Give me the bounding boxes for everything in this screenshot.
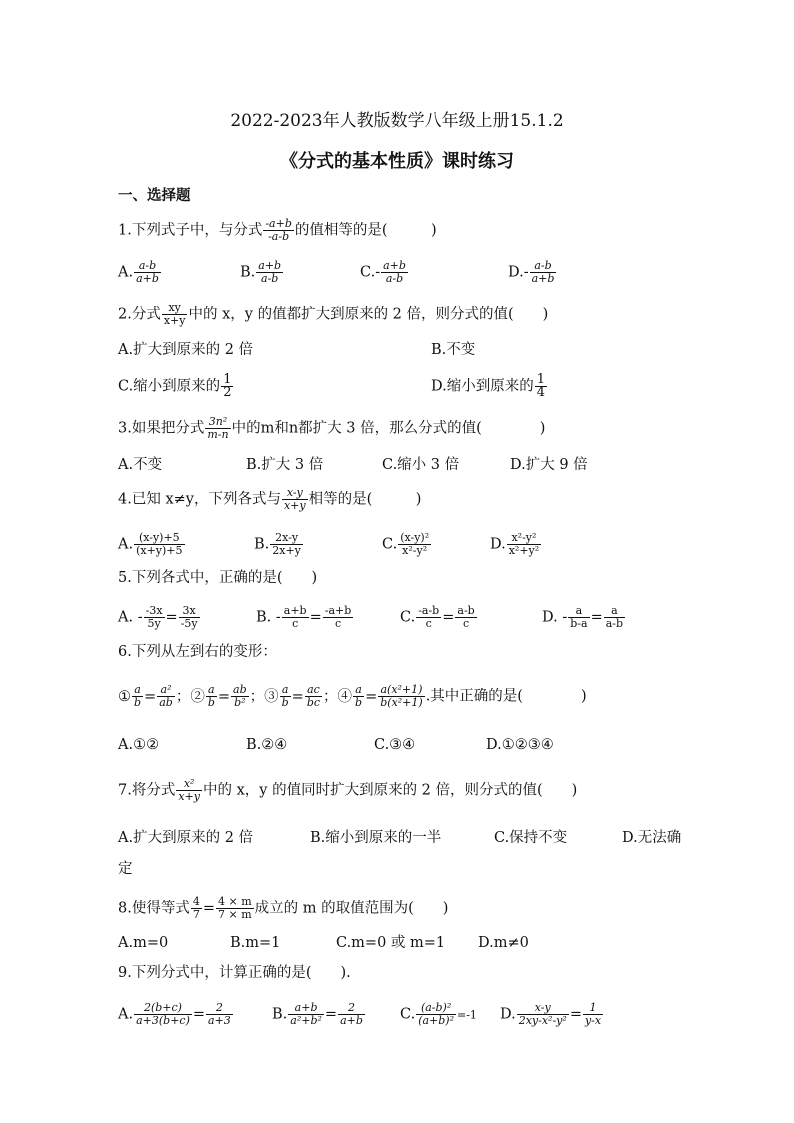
fraction <box>517 1002 569 1027</box>
fraction <box>381 260 408 285</box>
fraction <box>205 416 230 441</box>
fraction <box>568 605 589 630</box>
q7-option-d-wrap: 定 <box>118 861 133 877</box>
text-q9-opts-2-d1: (a+b)² <box>418 1014 454 1027</box>
text-q8-stem_a: 8.使得等式 <box>118 900 190 917</box>
text-q1-opts-0-d: a+b <box>136 272 159 285</box>
text-q8-stem_b: 成立的 m 的取值范围为( ) <box>254 900 449 917</box>
text-q5-opts-2-n1: -a-b <box>418 604 440 617</box>
text-q8-n1: 4 <box>192 895 200 908</box>
text-q2-C: C.缩小到原来的 <box>118 378 221 395</box>
text-q1-fn: -a+b <box>265 217 292 230</box>
text-q9-opts-1-d1: a²+b² <box>290 1014 322 1027</box>
fraction <box>398 532 431 557</box>
text-q3-stem_b: 中的m和n都扩大 3 倍，那么分式的值( ) <box>231 420 546 437</box>
text-q1-opts-3-s: - <box>523 264 529 281</box>
text-q6-items-3-d2: b(x²+1) <box>380 696 423 709</box>
text-q6-items-1-m: ② <box>190 688 205 705</box>
question-5: 5.下列各式中，正确的是( ) <box>118 570 318 586</box>
q8-option-b: B.m=1 <box>230 935 281 951</box>
text-q4-opts-0-p: A. <box>118 536 134 553</box>
q6-option-c: C.③④ <box>374 737 416 753</box>
text-q5-opts-0-n1: -3x <box>145 604 163 617</box>
text-q6-items-2-d1: b <box>281 696 289 709</box>
q2-option-a: A.扩大到原来的 2 倍 <box>118 342 254 358</box>
fraction <box>535 374 547 399</box>
text-q9-opts-2-r: =-1 <box>457 1008 477 1022</box>
text-q1-opts-2-s: - <box>375 264 381 281</box>
text-q6-items-0-d1: b <box>134 696 142 709</box>
text-q5-opts-1-n1: a+b <box>283 604 307 617</box>
text-q6-items-1-n1: a <box>206 684 217 697</box>
text-q9-opts-0-n2: 2 <box>206 1002 233 1015</box>
q7-option-d: D.无法确 <box>622 830 682 846</box>
q4-option-a <box>118 532 186 557</box>
text-q9-opts-1-n2: 2 <box>338 1002 365 1015</box>
text-q5-opts-3-d2: a-b <box>605 617 624 630</box>
text-q2-stem_a: 2.分式 <box>118 306 161 323</box>
fraction <box>604 605 625 630</box>
text-q6-items-2-d2: bc <box>306 696 321 709</box>
fraction <box>206 684 217 709</box>
q4-option-d <box>490 532 542 557</box>
text-q9-opts-3-d1: 2xy-x²-y² <box>518 1014 567 1027</box>
text-q5-opts-1-n2: -a+b <box>324 604 352 617</box>
text-q6-items-1-d2: b² <box>234 696 246 709</box>
fraction <box>162 302 188 327</box>
text-q6-items-1-d1: b <box>207 696 215 709</box>
text-q9-opts-1-d2: a+b <box>340 1014 363 1027</box>
text-q4-opts-0-d: (x+y)+5 <box>136 544 183 557</box>
text-q5-opts-0-p: A. <box>118 609 134 626</box>
question-2 <box>118 302 548 327</box>
text-q4-fd: x+y <box>283 499 306 512</box>
q9-option-d: D. $\frac{x-y}{\text{2xy-x²-y²}}$ = $\frac{1}{y-x}$ <box>500 1001 602 1027</box>
text-q5-opts-1-d1: c <box>292 617 299 630</box>
text-q8-n2: 4 × m <box>218 895 252 908</box>
text-q1-opts-2-d: a-b <box>385 272 404 285</box>
title-line-2: 《分式的基本性质》课时练习 <box>280 151 514 172</box>
text-q2-fn: xy <box>162 302 188 315</box>
fraction <box>231 684 249 709</box>
q3-option-c: C.缩小 3 倍 <box>382 457 460 473</box>
text-q9-opts-3-d2: y-x <box>584 1014 602 1027</box>
question-6-items <box>118 684 587 709</box>
q1-option-d <box>508 260 557 285</box>
fraction <box>338 1002 365 1027</box>
fraction <box>455 605 476 630</box>
text-q1-opts-1-n: a+b <box>258 259 282 272</box>
text-q9-opts-3-p: D. <box>500 1006 516 1023</box>
q9-option-b: B. $\frac{a+b}{\text{a²+b²}}$ = $\frac{2}{a+b}$ <box>272 1001 363 1027</box>
text-q5-opts-3-d1: b-a <box>570 617 588 630</box>
q6-item-3: ③ $\frac{a}{b}$ = $\frac{ac}{bc}$ ； <box>264 683 338 709</box>
q1-option-a <box>118 260 162 285</box>
fraction <box>416 605 441 630</box>
text-q1-opts-2-p: C. <box>360 264 376 281</box>
fraction <box>507 532 541 557</box>
text-q3-fn: 3n² <box>205 416 230 429</box>
text-q5-opts-0-n2: 3x <box>179 605 200 618</box>
text-q5-opts-2-d2: c <box>462 617 470 630</box>
text-q5-opts-1-s: - <box>275 609 281 626</box>
question-8: 8.使得等式 $\frac{4}{7}$ = $\frac{4 \times m}{7 \times m}$ 成立的 m 的取值范围为( ) <box>118 895 449 921</box>
text-q4-opts-3-d: x²+y² <box>508 544 540 557</box>
fraction <box>378 684 424 709</box>
text-q9-opts-3-n2: 1 <box>583 1002 603 1015</box>
fraction <box>206 1002 233 1027</box>
text-q1-opts-3-p: D. <box>508 264 524 281</box>
text-q9-opts-2-n1: (a-b)² <box>416 1002 456 1015</box>
text-q1-stem_b: 的值相等的是( ) <box>294 222 437 239</box>
fraction <box>176 778 202 803</box>
text-q1-opts-1-p: B. <box>240 264 256 281</box>
text-q5-opts-1-d2: c <box>334 617 342 630</box>
text-q4-opts-2-d: x²-y² <box>402 544 428 557</box>
question-4 <box>118 487 421 512</box>
text-q1-opts-3-d: a+b <box>531 272 555 285</box>
text-q9-opts-0-n1: 2(b+c) <box>134 1002 192 1015</box>
fraction <box>134 1002 192 1027</box>
q1-option-b <box>240 260 284 285</box>
text-q1-stem_a: 1.下列式子中，与分式 <box>118 222 263 239</box>
fraction <box>134 532 184 557</box>
q9-option-a: A. $\frac{2(b+c)}{a+3(b+c)}$ = $\frac{2}{a+3}$ <box>118 1001 231 1027</box>
fraction <box>216 896 254 921</box>
text-q2-fd: x+y <box>163 314 186 327</box>
q5-option-a: A. - $\frac{-3x}{5y}$ = $\frac{3x}{-5y}$ <box>118 604 198 630</box>
question-1 <box>118 218 437 243</box>
fraction <box>323 605 354 630</box>
text-q1-opts-3-n: a-b <box>530 260 557 273</box>
text-q2-dd: 4 <box>536 385 545 400</box>
text-q5-opts-0-d2: -5y <box>180 617 198 630</box>
text-q9-opts-0-p: A. <box>118 1006 134 1023</box>
text-q4-opts-3-p: D. <box>490 536 506 553</box>
q6-option-b: B.②④ <box>246 737 288 753</box>
text-q5-opts-2-n2: a-b <box>457 604 475 617</box>
q4-option-c <box>382 532 432 557</box>
q5-option-b: B. - $\frac{a+b}{c}$ = $\frac{-a+b}{c}$ <box>256 604 352 630</box>
fraction <box>157 684 175 709</box>
text-q9-opts-1-p: B. <box>272 1006 288 1023</box>
text-q7-fd: x+y <box>178 790 200 803</box>
text-q3-stem_a: 3.如果把分式 <box>118 420 205 437</box>
q8-option-c: C.m=0 或 m=1 <box>336 935 446 951</box>
fraction <box>353 684 364 709</box>
question-3 <box>118 416 545 441</box>
text-q5-opts-3-s: - <box>562 609 568 626</box>
q6-item-2: ② $\frac{a}{b}$ = $\frac{ab}{\text{b²}}$ ； <box>190 683 265 709</box>
question-9: 9.下列分式中，计算正确的是( ). <box>118 965 351 981</box>
text-q9-opts-3-n1: x-y <box>517 1002 569 1015</box>
q2-option-b: B.不变 <box>431 342 476 358</box>
fraction <box>282 605 309 630</box>
text-q5-opts-3-n1: a <box>568 605 589 618</box>
text-q7-stem_a: 7.将分式 <box>118 782 176 799</box>
text-q8-d1: 7 <box>192 908 200 921</box>
text-q5-opts-2-p: C. <box>400 609 416 626</box>
text-q4-opts-1-d: 2x+y <box>272 544 301 557</box>
q6-option-a: A.①② <box>118 737 160 753</box>
q6-item-4: ④ $\frac{a}{b}$ = $\frac{\text{a(x²+1)}}{\text{b(x²+1)}}$ <box>337 683 423 709</box>
fraction <box>191 896 202 921</box>
text-q5-opts-3-p: D. <box>542 609 558 626</box>
text-q2-stem_b: 中的 x，y 的值都扩大到原来的 2 倍，则分式的值( ) <box>188 306 549 323</box>
q6-option-d: D.①②③④ <box>486 737 554 753</box>
fraction <box>179 605 200 630</box>
fraction <box>305 684 322 709</box>
text-q1-fd: -a-b <box>268 230 290 243</box>
fraction <box>132 684 143 709</box>
q5-option-c: C. $\frac{-a-b}{c}$ = $\frac{a-b}{c}$ <box>400 604 475 630</box>
text-q1-opts-0-n: a-b <box>134 260 161 273</box>
q7-option-b: B.缩小到原来的一半 <box>310 830 442 846</box>
question-7 <box>118 778 577 803</box>
question-6: 6.下列从左到右的变形： <box>118 644 277 660</box>
fraction <box>270 532 303 557</box>
text-q6-items-3-n2: a(x²+1) <box>378 684 424 697</box>
text-q1-opts-0-p: A. <box>118 264 134 281</box>
fraction <box>288 1002 324 1027</box>
q8-option-a: A.m=0 <box>118 935 169 951</box>
text-q9-opts-2-p: C. <box>400 1006 416 1023</box>
text-q2-D: D.缩小到原来的 <box>431 378 534 395</box>
text-q3-fd: m-n <box>207 428 229 441</box>
text-q6-items-0-n1: a <box>132 684 143 697</box>
text-q6-tail: .其中正确的是( ) <box>425 688 587 705</box>
q5-option-d: D. - $\frac{a}{b-a}$ = $\frac{a}{a-b}$ <box>542 604 624 630</box>
section-heading: 一、选择题 <box>118 187 191 204</box>
fraction <box>221 374 233 399</box>
text-q5-opts-2-d1: c <box>425 617 432 630</box>
text-q7-fn: x² <box>176 778 202 791</box>
text-q6-items-2-n2: ac <box>305 684 322 697</box>
text-q2-dn: 1 <box>536 372 545 387</box>
fraction <box>256 260 283 285</box>
text-q4-stem_a: 4.已知 x≠y，下列各式与 <box>118 491 281 508</box>
text-q6-items-0-n2: a² <box>157 684 175 697</box>
fraction <box>134 260 161 285</box>
text-q9-opts-0-d2: a+3 <box>208 1014 231 1027</box>
text-q1-opts-2-n: a+b <box>383 259 406 272</box>
q2-option-c <box>118 374 234 399</box>
title-line-1: 2022-2023年人教版数学八年级上册15.1.2 <box>230 111 564 131</box>
text-q1-opts-1-d: a-b <box>261 272 279 285</box>
fraction <box>263 218 294 243</box>
text-q9-opts-0-d1: a+3(b+c) <box>136 1014 190 1027</box>
q3-option-d: D.扩大 9 倍 <box>510 457 588 473</box>
q3-option-b: B.扩大 3 倍 <box>246 457 324 473</box>
text-q6-items-3-m: ④ <box>337 688 353 705</box>
q4-option-b <box>254 532 304 557</box>
fraction <box>280 684 291 709</box>
text-q4-opts-1-n: 2x-y <box>270 532 303 545</box>
text-q6-items-3-d1: b <box>355 696 363 709</box>
text-q6-items-2-m: ③ <box>264 688 279 705</box>
text-q4-opts-2-p: C. <box>382 536 398 553</box>
text-q7-stem_b: 中的 x，y 的值同时扩大到原来的 2 倍，则分式的值( ) <box>202 782 578 799</box>
fraction <box>282 487 308 512</box>
text-q4-opts-3-n: x²-y² <box>507 532 541 545</box>
text-q4-stem_b: 相等的是( ) <box>308 491 422 508</box>
text-q2-cn: 1 <box>223 372 232 387</box>
q7-option-a: A.扩大到原来的 2 倍 <box>118 830 254 846</box>
text-q4-opts-1-p: B. <box>254 536 270 553</box>
text-q8-d2: 7 × m <box>218 908 252 921</box>
text-q4-fn: x-y <box>282 487 308 500</box>
text-q5-opts-3-n2: a <box>604 605 625 618</box>
q3-option-a: A.不变 <box>118 457 163 473</box>
text-q4-opts-2-n: (x-y)² <box>400 531 430 544</box>
text-q5-opts-0-d1: 5y <box>147 617 161 630</box>
text-q5-opts-1-p: B. <box>256 609 272 626</box>
q6-item-1: ① $\frac{a}{b}$ = $\frac{\text{a²}}{ab}$ ； <box>118 683 191 709</box>
fraction <box>144 605 165 630</box>
text-q2-cd: 2 <box>223 385 232 400</box>
text-q5-opts-0-s: - <box>137 609 143 626</box>
fraction <box>416 1002 456 1027</box>
fraction <box>530 260 557 285</box>
text-q6-items-0-m: ① <box>118 688 131 705</box>
text-q6-items-3-n1: a <box>353 684 364 697</box>
q7-option-c: C.保持不变 <box>494 830 568 846</box>
q2-option-d <box>431 374 548 399</box>
text-q9-opts-1-n1: a+b <box>288 1002 324 1015</box>
text-q4-opts-0-n: (x-y)+5 <box>134 532 184 545</box>
text-q6-items-0-d2: ab <box>159 696 173 709</box>
q1-option-c <box>360 260 409 285</box>
fraction <box>583 1002 603 1027</box>
text-q6-items-1-n2: ab <box>233 683 247 696</box>
text-q6-items-2-n1: a <box>280 684 291 697</box>
q8-option-d: D.m≠0 <box>478 935 529 951</box>
q9-option-c <box>400 1002 477 1027</box>
